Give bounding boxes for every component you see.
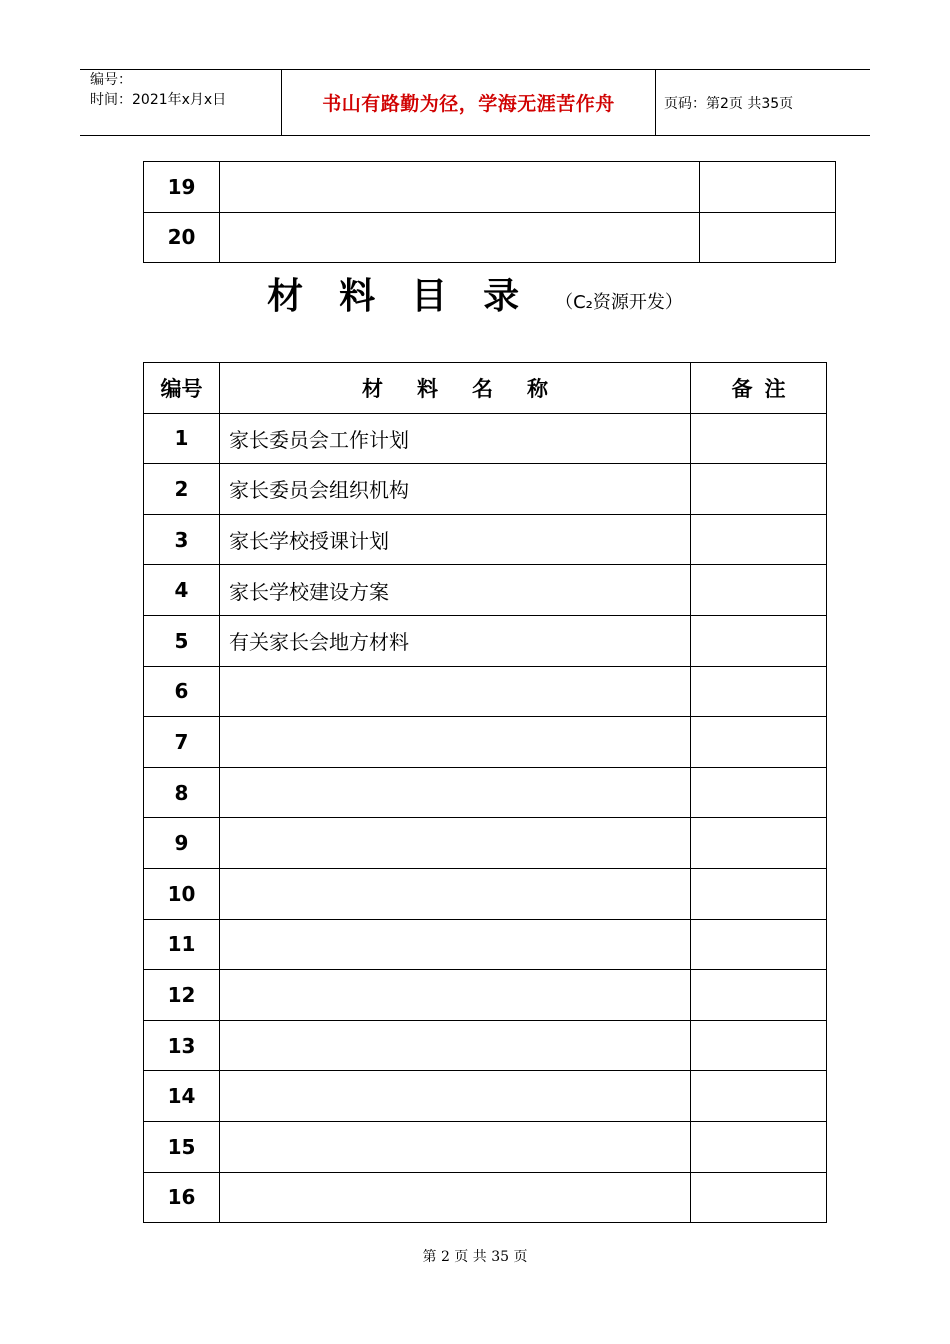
table-row xyxy=(144,615,827,666)
row-note xyxy=(691,717,827,768)
row-number: 4 xyxy=(144,565,220,616)
row-name xyxy=(220,818,691,869)
row-note xyxy=(700,212,836,263)
row-note xyxy=(691,514,827,565)
row-note xyxy=(691,615,827,666)
row-note xyxy=(691,868,827,919)
table-row xyxy=(144,818,827,869)
row-number: 19 xyxy=(144,162,220,213)
row-number: 13 xyxy=(144,1020,220,1071)
row-note xyxy=(691,464,827,515)
row-number: 20 xyxy=(144,212,220,263)
table-row xyxy=(144,1121,827,1172)
header-number: 编号 xyxy=(144,363,220,414)
row-name xyxy=(220,1071,691,1122)
number-label: 编号： xyxy=(90,72,132,88)
row-note xyxy=(691,767,827,818)
table-row xyxy=(144,666,827,717)
row-note xyxy=(691,919,827,970)
previous-table xyxy=(143,161,836,263)
row-name xyxy=(220,970,691,1021)
page-footer: 第 2 页 共 35 页 xyxy=(422,1249,528,1265)
row-number: 1 xyxy=(144,413,220,464)
row-name: 家长学校授课计划 xyxy=(220,514,691,565)
motto: 书山有路勤为径，学海无涯苦作舟 xyxy=(322,93,615,115)
table-row xyxy=(144,1020,827,1071)
table-row xyxy=(144,970,827,1021)
row-number: 5 xyxy=(144,615,220,666)
row-name xyxy=(220,1172,691,1223)
table-row xyxy=(144,464,827,515)
table-row xyxy=(144,1071,827,1122)
table-row xyxy=(144,565,827,616)
header-note: 备注 xyxy=(691,363,827,414)
row-note xyxy=(691,1172,827,1223)
row-number: 8 xyxy=(144,767,220,818)
table-row xyxy=(144,413,827,464)
row-name xyxy=(220,767,691,818)
row-name xyxy=(220,717,691,768)
row-note xyxy=(691,413,827,464)
row-number: 3 xyxy=(144,514,220,565)
row-name xyxy=(220,1020,691,1071)
section-title-sub: （C₂资源开发） xyxy=(555,292,683,313)
row-name: 家长委员会工作计划 xyxy=(220,413,691,464)
row-number: 9 xyxy=(144,818,220,869)
row-name xyxy=(220,868,691,919)
page-info: 页码：第2页 共35页 xyxy=(664,95,794,112)
header-divider xyxy=(655,69,656,136)
row-number: 12 xyxy=(144,970,220,1021)
time-label: 时间：2021年x月x日 xyxy=(90,92,227,108)
row-note xyxy=(691,970,827,1021)
row-name xyxy=(220,666,691,717)
table-row xyxy=(144,919,827,970)
row-note xyxy=(691,1071,827,1122)
row-note xyxy=(691,818,827,869)
row-note xyxy=(700,162,836,213)
row-note xyxy=(691,666,827,717)
table-header-row xyxy=(144,363,827,414)
table-row xyxy=(144,1172,827,1223)
table-row xyxy=(144,717,827,768)
section-title-main: 材料目录 xyxy=(267,276,556,317)
row-name: 有关家长会地方材料 xyxy=(220,615,691,666)
table-row xyxy=(144,514,827,565)
row-number: 15 xyxy=(144,1121,220,1172)
row-number: 7 xyxy=(144,717,220,768)
row-number: 16 xyxy=(144,1172,220,1223)
row-name xyxy=(220,162,700,213)
row-note xyxy=(691,565,827,616)
table-row xyxy=(144,162,836,213)
row-name xyxy=(220,919,691,970)
row-note xyxy=(691,1020,827,1071)
header-meta xyxy=(90,70,226,110)
table-row xyxy=(144,767,827,818)
row-name: 家长学校建设方案 xyxy=(220,565,691,616)
materials-table xyxy=(143,362,827,1223)
row-number: 6 xyxy=(144,666,220,717)
row-name xyxy=(220,1121,691,1172)
row-number: 2 xyxy=(144,464,220,515)
table-row xyxy=(144,868,827,919)
row-note xyxy=(691,1121,827,1172)
table-row xyxy=(144,212,836,263)
row-number: 14 xyxy=(144,1071,220,1122)
row-number: 10 xyxy=(144,868,220,919)
row-number: 11 xyxy=(144,919,220,970)
row-name: 家长委员会组织机构 xyxy=(220,464,691,515)
row-name xyxy=(220,212,700,263)
header-name: 材料名称 xyxy=(220,363,691,414)
section-title xyxy=(0,268,950,319)
